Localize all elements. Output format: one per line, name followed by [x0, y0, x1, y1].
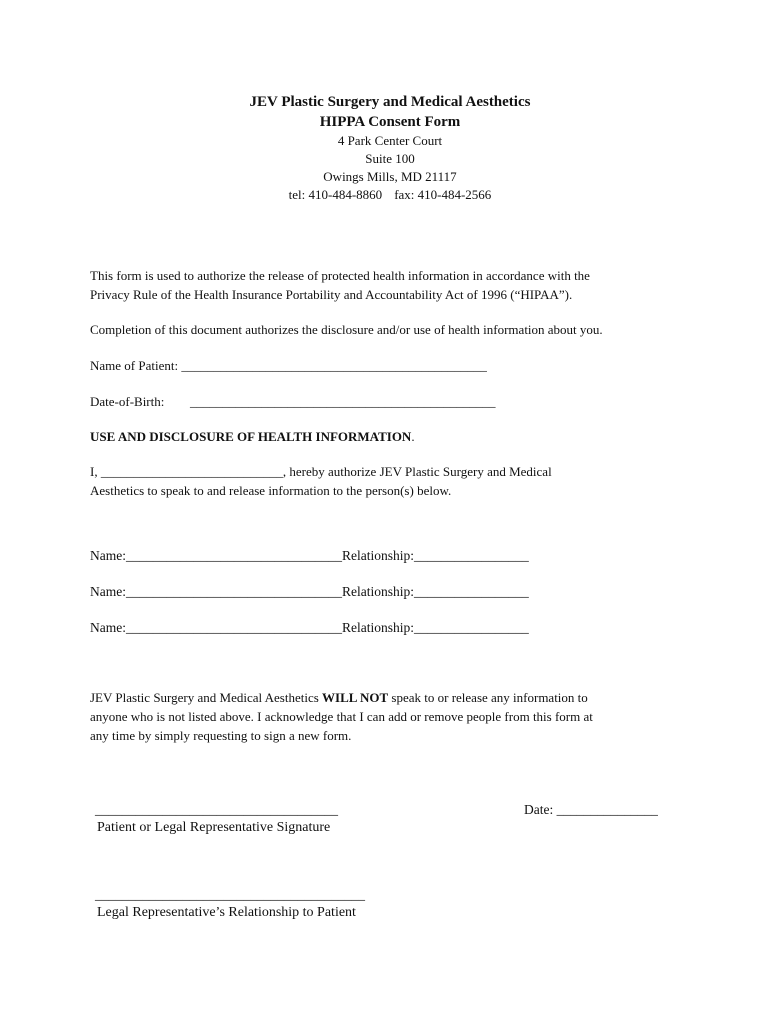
person-name-field[interactable]: ________________________________ — [126, 584, 342, 599]
authorization-line-1 — [90, 462, 690, 481]
person-row-2 — [90, 582, 529, 601]
address-line-1: 4 Park Center Court — [337, 133, 443, 148]
will-not-emphasis: WILL NOT — [322, 690, 389, 705]
will-not-rest: speak to or release any information to — [388, 690, 588, 705]
person-row-1 — [90, 546, 529, 565]
address-line-3: Owings Mills, MD 21117 — [323, 169, 457, 184]
address-line-2: Suite 100 — [365, 151, 415, 166]
authorization-line-2: Aesthetics to speak to and release information to the person(s) below. — [90, 483, 452, 498]
authorizing-person-field[interactable]: ____________________________ — [100, 464, 283, 479]
person-name-field[interactable]: ________________________________ — [126, 548, 342, 563]
dob-label: Date-of-Birth: — [90, 394, 165, 409]
telephone: tel: 410-484-8860 — [288, 187, 383, 202]
intro-line-2: Privacy Rule of the Health Insurance Portability and Accountability Act of 1996 (“HIPAA”). — [90, 287, 573, 302]
person-name-label: Name: — [90, 548, 126, 563]
contact-line — [0, 186, 770, 204]
form-header — [0, 92, 770, 204]
practice-name: JEV Plastic Surgery and Medical Aesthetics — [249, 94, 531, 110]
relationship-signature-caption: Legal Representative’s Relationship to Patient — [97, 905, 356, 920]
date-field[interactable]: _______________ — [556, 802, 658, 817]
relationship-signature-field[interactable]: ________________________________________ — [95, 887, 365, 902]
will-not-line-2: anyone who is not listed above. I acknowledge that I can add or remove people from this form at — [90, 709, 593, 724]
section-heading-row — [90, 427, 690, 446]
authorization-prefix: I, — [90, 464, 101, 479]
relationship-label: Relationship: — [342, 620, 414, 635]
authorization-text: , hereby authorize JEV Plastic Surgery and Medical — [282, 464, 552, 479]
will-not-line-1 — [90, 688, 690, 707]
relationship-field[interactable]: _________________ — [414, 620, 529, 635]
authorization-paragraph — [90, 462, 690, 500]
fax: fax: 410-484-2566 — [394, 187, 492, 202]
relationship-label: Relationship: — [342, 584, 414, 599]
will-not-paragraph — [90, 688, 690, 745]
completion-paragraph — [90, 320, 690, 339]
intro-line-1: This form is used to authorize the release of protected health information in accordance with the — [90, 268, 590, 283]
dob-row — [90, 392, 690, 411]
date-label: Date: — [524, 802, 557, 817]
section-heading: USE AND DISCLOSURE OF HEALTH INFORMATION — [90, 429, 412, 444]
patient-name-label: Name of Patient: — [90, 358, 182, 373]
person-name-label: Name: — [90, 584, 126, 599]
signature-field[interactable]: ____________________________________ — [95, 802, 338, 817]
intro-paragraph — [90, 266, 690, 304]
dob-field[interactable]: _______________________________________________ — [190, 394, 496, 409]
completion-text: Completion of this document authorizes the disclosure and/or use of health information about you. — [90, 322, 603, 337]
person-name-label: Name: — [90, 620, 126, 635]
section-heading-period: . — [411, 429, 415, 444]
form-title: HIPPA Consent Form — [319, 114, 461, 130]
relationship-field[interactable]: _________________ — [414, 548, 529, 563]
patient-name-field[interactable]: _______________________________________________ — [181, 358, 487, 373]
will-not-line-3: any time by simply requesting to sign a new form. — [90, 728, 352, 743]
person-row-3 — [90, 618, 529, 637]
relationship-field[interactable]: _________________ — [414, 584, 529, 599]
relationship-label: Relationship: — [342, 548, 414, 563]
signature-caption: Patient or Legal Representative Signature — [97, 820, 331, 835]
date-row — [524, 800, 658, 819]
patient-name-row — [90, 356, 690, 375]
person-name-field[interactable]: ________________________________ — [126, 620, 342, 635]
will-not-prefix: JEV Plastic Surgery and Medical Aesthetics — [90, 690, 323, 705]
